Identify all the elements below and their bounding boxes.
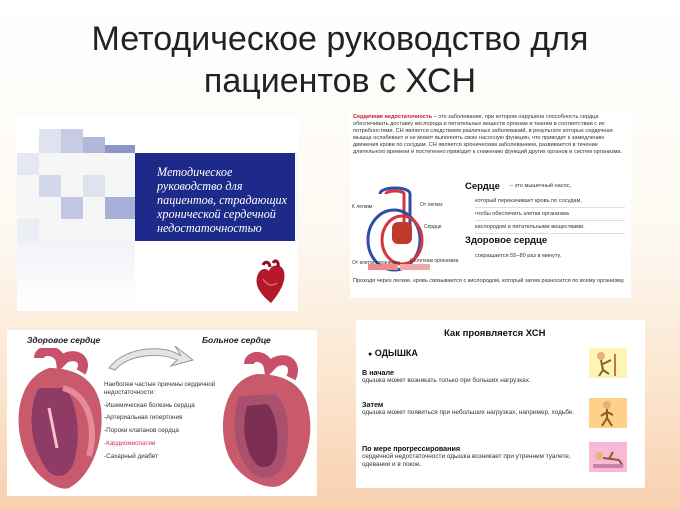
symptoms-panel <box>356 320 645 488</box>
stage-text: одышка может появиться при небольших нагрузках, например, ходьбе. <box>362 409 575 416</box>
causes-list <box>104 381 234 461</box>
heart-line: который перекачивает кровь по сосудам, <box>475 195 625 208</box>
heart-line: кислородом и питательными веществами. <box>475 221 625 234</box>
resting-person-icon <box>589 442 627 472</box>
stage-text: сердечной недостаточности одышка возникает при утреннем туалете, одевании и в покое. <box>362 453 571 469</box>
healthy-heart-heading: Здоровое сердце <box>465 235 548 246</box>
cover-title-text: Методическое руководство для пациентов, страдающих хронической сердечной недостаточностью <box>157 165 288 235</box>
label-from-cells: От клеток организма <box>352 260 401 266</box>
arrow-icon <box>105 342 195 372</box>
label-lungs-left: К легким <box>352 204 373 210</box>
bottom-note: Проходя через легкие, кровь связывается с кислородом, который затем разносится по всему организму. <box>353 278 625 284</box>
sick-heart-illustration <box>217 352 315 492</box>
walking-person-icon <box>589 398 627 428</box>
heart-explanation-panel <box>350 112 631 298</box>
symptoms-title: Как проявляется ХСН <box>444 328 546 339</box>
intro-text: – это заболевание, при котором нарушена способность сердца обеспечивать доставку кислорода и питательных веществ органам и тканям в соответствии с их потребностями. СН является следствием различных заболеваний, в результате которых сердечная мышца ослабевает и не может выполнять свою насосную функцию, что приводит к замедлению движения крови по сосудам. СН является хроническим заболеванием, развивается в течение длительного времени и постепенно приводит к снижению функций других органов и систем организма. <box>353 114 623 156</box>
label-to-cells: К клеткам организма <box>410 258 459 264</box>
heart-line: чтобы обеспечить клетки организма <box>475 208 625 221</box>
slide-title-line1: Методическое руководство для <box>91 20 589 58</box>
brochure-cover-panel <box>17 115 298 311</box>
label-lungs-right: От легких <box>420 202 443 208</box>
heart-heading-suffix: – это мышечный насос, <box>510 183 572 189</box>
healthy-heart-text: сокращается 55–80 раз в минуту. <box>475 253 562 259</box>
symptom-label: ОДЫШКА <box>374 348 418 358</box>
cause-item: -Кардиомиопатии <box>104 439 156 447</box>
diagram-heart-shape <box>392 222 412 244</box>
label-heart: Сердце <box>424 224 442 230</box>
heart-description <box>475 195 625 234</box>
healthy-vs-sick-panel <box>7 330 317 496</box>
circulation-diagram <box>350 182 462 278</box>
intro-term: Сердечная недостаточность <box>353 114 433 120</box>
cause-item: -Артериальная гипертония <box>104 414 183 422</box>
stage-heading: В начале <box>362 368 394 377</box>
healthy-heart-label: Здоровое сердце <box>27 335 101 345</box>
healthy-heart-illustration <box>9 348 109 494</box>
causes-title: Наиболее частые причины сердечной недостаточности: <box>104 381 216 396</box>
cause-item: -Пороки клапанов сердца <box>104 427 179 435</box>
stage-heading: Затем <box>362 400 384 409</box>
heart-icon <box>253 259 289 305</box>
climbing-person-icon <box>589 348 627 378</box>
bullet-icon: ● <box>368 351 373 358</box>
heart-heading: Сердце <box>465 181 500 192</box>
symptom-heading <box>368 348 418 358</box>
slide-title <box>0 18 680 102</box>
stage-text: одышка может возникать только при больших нагрузках. <box>362 377 531 384</box>
cause-item: -Сахарный диабет <box>104 452 158 460</box>
sick-heart-label: Больное сердце <box>202 335 271 345</box>
stage-heading: По мере прогрессирования <box>362 444 461 453</box>
slide-title-line2: пациентов с ХСН <box>203 62 477 100</box>
intro-paragraph <box>353 114 629 157</box>
cause-item: -Ишемическая болезнь сердца <box>104 401 195 409</box>
